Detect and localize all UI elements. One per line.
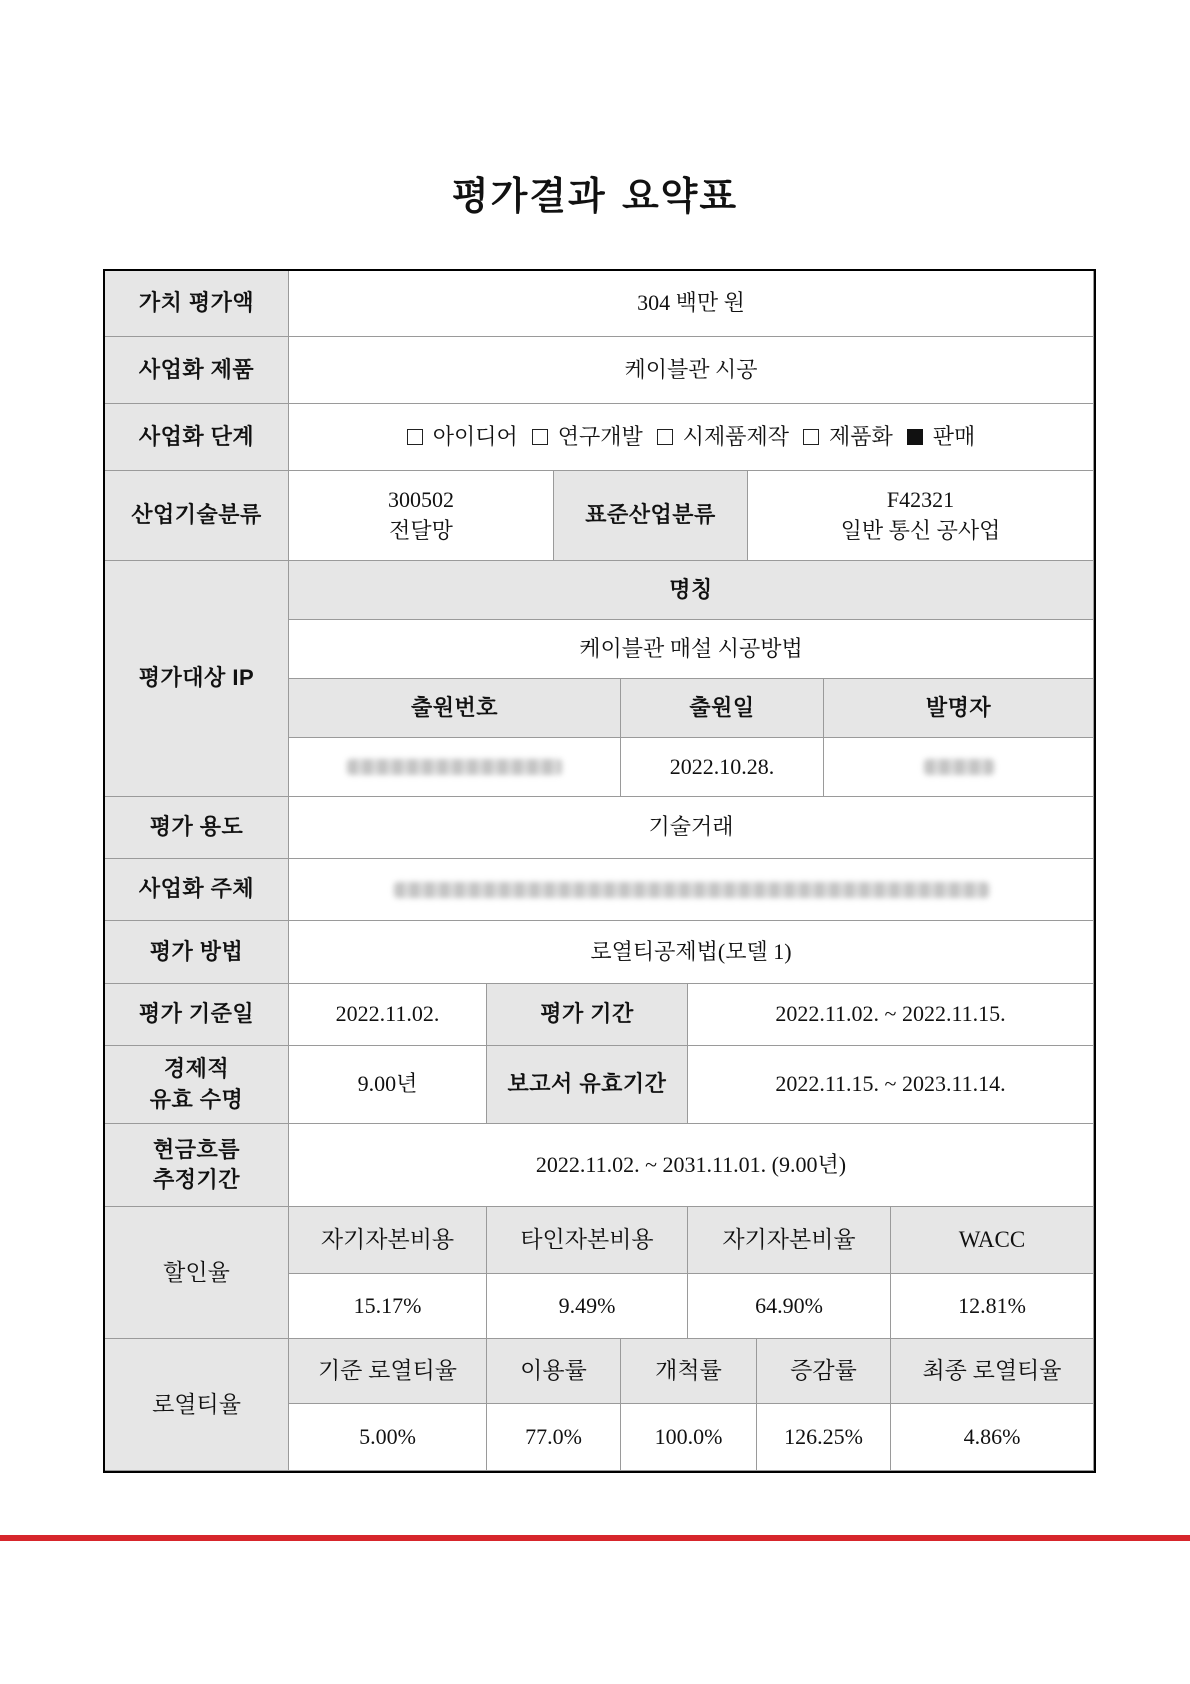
royalty-label: 로열티율: [105, 1339, 289, 1471]
royalty-header: 최종 로열티율: [891, 1339, 1094, 1404]
royalty-value: 5.00%: [289, 1404, 487, 1471]
checkbox-icon: [407, 429, 423, 445]
ip-name-header: 명칭: [289, 561, 1094, 620]
base-date-label: 평가 기준일: [105, 984, 289, 1046]
tech-class-value: [289, 471, 554, 561]
footer-divider: [0, 1535, 1190, 1541]
royalty-value: 77.0%: [487, 1404, 621, 1471]
purpose-label: 평가 용도: [105, 797, 289, 859]
base-date-value: 2022.11.02.: [289, 984, 487, 1046]
tech-class-name: 전달망: [389, 517, 453, 543]
valuation-label: 가치 평가액: [105, 271, 289, 337]
stage-checkbox-list: [400, 422, 983, 452]
stage-option: [657, 422, 789, 452]
checkbox-icon: [907, 429, 923, 445]
eval-period-value: 2022.11.02. ~ 2022.11.15.: [688, 984, 1094, 1046]
redacted-text: [347, 759, 562, 775]
page-title: 평가결과 요약표: [451, 173, 739, 218]
royalty-header: 개척률: [621, 1339, 757, 1404]
royalty-value: 126.25%: [757, 1404, 891, 1471]
redacted-text: [924, 759, 994, 775]
stage-option-label: 아이디어: [432, 423, 518, 449]
stage-option: [907, 422, 976, 452]
royalty-header: 이용률: [487, 1339, 621, 1404]
method-value: 로열티공제법(모델 1): [289, 921, 1094, 984]
app-no-value: [289, 738, 621, 797]
eval-period-label: 평가 기간: [487, 984, 688, 1046]
checkbox-icon: [657, 429, 673, 445]
product-value: 케이블관 시공: [289, 337, 1094, 404]
discount-header: 자기자본비율: [688, 1207, 891, 1274]
std-industry-name: 일반 통신 공사업: [840, 517, 1001, 543]
discount-value: 9.49%: [487, 1274, 688, 1339]
stage-option: [803, 422, 893, 452]
stage-option-label: 판매: [932, 423, 976, 449]
redacted-text: [394, 882, 989, 898]
report-validity-value: 2022.11.15. ~ 2023.11.14.: [688, 1046, 1094, 1124]
royalty-value: 4.86%: [891, 1404, 1094, 1471]
stage-option-label: 시제품제작: [682, 423, 789, 449]
method-label: 평가 방법: [105, 921, 289, 984]
stage-options: [289, 404, 1094, 471]
stage-option-label: 제품화: [829, 423, 893, 449]
stage-option: [407, 422, 518, 452]
ip-name-value: 케이블관 매설 시공방법: [289, 620, 1094, 679]
stage-option-label: 연구개발: [557, 423, 643, 449]
discount-value: 12.81%: [891, 1274, 1094, 1339]
valuation-value: 304 백만 원: [289, 271, 1094, 337]
royalty-header: 기준 로열티율: [289, 1339, 487, 1404]
app-date-value: 2022.10.28.: [621, 738, 824, 797]
discount-header: 타인자본비용: [487, 1207, 688, 1274]
economic-life-value: 9.00년: [289, 1046, 487, 1124]
royalty-header: 증감률: [757, 1339, 891, 1404]
discount-value: 15.17%: [289, 1274, 487, 1339]
royalty-value: 100.0%: [621, 1404, 757, 1471]
inventor-value: [824, 738, 1094, 797]
checkbox-icon: [532, 429, 548, 445]
ip-label: 평가대상 IP: [105, 561, 289, 797]
cashflow-label: 현금흐름 추정기간: [105, 1124, 289, 1207]
discount-header: WACC: [891, 1207, 1094, 1274]
discount-value: 64.90%: [688, 1274, 891, 1339]
economic-life-label: 경제적 유효 수명: [105, 1046, 289, 1124]
stage-label: 사업화 단계: [105, 404, 289, 471]
checkbox-icon: [803, 429, 819, 445]
inventor-header: 발명자: [824, 679, 1094, 738]
stage-option: [532, 422, 643, 452]
entity-value: [289, 859, 1094, 921]
app-no-header: 출원번호: [289, 679, 621, 738]
discount-header: 자기자본비용: [289, 1207, 487, 1274]
entity-label: 사업화 주체: [105, 859, 289, 921]
std-industry-label: 표준산업분류: [554, 471, 748, 561]
app-date-header: 출원일: [621, 679, 824, 738]
tech-class-label: 산업기술분류: [105, 471, 289, 561]
tech-class-code: 300502: [388, 487, 454, 513]
purpose-value: 기술거래: [289, 797, 1094, 859]
summary-table: [103, 269, 1096, 1473]
report-validity-label: 보고서 유효기간: [487, 1046, 688, 1124]
discount-label: 할인율: [105, 1207, 289, 1339]
product-label: 사업화 제품: [105, 337, 289, 404]
std-industry-value: [748, 471, 1094, 561]
std-industry-code: F42321: [886, 487, 955, 513]
cashflow-value: 2022.11.02. ~ 2031.11.01. (9.00년): [289, 1124, 1094, 1207]
